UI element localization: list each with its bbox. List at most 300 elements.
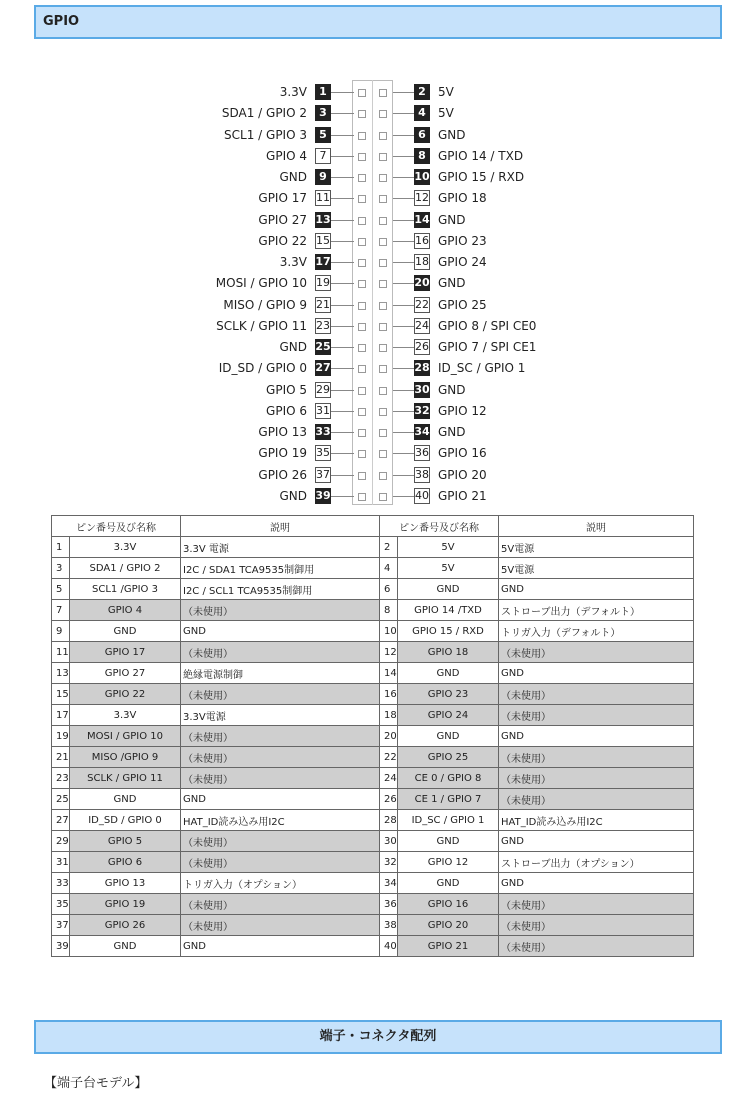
pin-row	[0, 82, 730, 103]
pin-lead-right	[393, 92, 414, 93]
pin-contact-right	[379, 472, 387, 480]
pin-number-cell: 35	[52, 894, 70, 915]
pin-contact-right	[379, 238, 387, 246]
pin-description-cell: I2C / SCL1 TCA9535制御用	[181, 579, 380, 600]
pin-description-cell: （未使用）	[499, 936, 694, 957]
pin-number-right: 12	[415, 191, 429, 205]
table-row	[52, 894, 694, 915]
pin-lead-right	[393, 220, 414, 221]
pin-number-cell: 27	[52, 810, 70, 831]
pin-number-left: 25	[315, 340, 331, 353]
pin-row	[0, 401, 730, 422]
pin-contact-right	[379, 110, 387, 118]
pin-lead-left	[331, 347, 354, 348]
pin-name-cell: GND	[70, 936, 181, 957]
pin-contact-left	[358, 238, 366, 246]
pin-contact-left	[358, 472, 366, 480]
pin-contact-right	[379, 280, 387, 288]
pin-description-cell: GND	[499, 873, 694, 894]
pin-contact-right	[379, 493, 387, 501]
pin-lead-right	[393, 135, 414, 136]
pin-lead-right	[393, 262, 414, 263]
pin-label-right: GPIO 20	[438, 467, 487, 482]
pin-lead-left	[331, 368, 354, 369]
pin-row	[0, 358, 730, 379]
pin-name-cell: 5V	[398, 537, 499, 558]
pin-number-left: 23	[316, 318, 330, 332]
pin-number-left: 9	[315, 169, 331, 185]
pin-name-cell: GPIO 27	[70, 663, 181, 684]
pin-number-cell: 6	[380, 579, 398, 600]
pin-name-cell: GPIO 15 / RXD	[398, 621, 499, 642]
pin-number-cell: 32	[380, 852, 398, 873]
col-header-description-left: 説明	[181, 516, 380, 537]
pin-label-left: SDA1 / GPIO 2	[221, 106, 307, 121]
pin-description-cell: 5V電源	[499, 558, 694, 579]
pin-lead-left	[331, 177, 354, 178]
pin-row	[0, 486, 730, 507]
pin-name-cell: GPIO 6	[70, 852, 181, 873]
pin-contact-left	[358, 217, 366, 225]
pin-lead-left	[331, 305, 354, 306]
pin-label-left: SCL1 / GPIO 3	[224, 127, 307, 142]
table-row	[52, 831, 694, 852]
pin-contact-left	[358, 89, 366, 97]
pin-description-cell: 3.3V 電源	[181, 537, 380, 558]
pin-number-cell: 24	[380, 768, 398, 789]
pin-description-cell: GND	[499, 831, 694, 852]
pin-description-cell: GND	[181, 621, 380, 642]
pin-name-cell: GND	[398, 831, 499, 852]
pin-number-cell: 29	[52, 831, 70, 852]
pin-row	[0, 103, 730, 124]
pin-number-cell: 18	[380, 705, 398, 726]
pin-name-cell: GPIO 19	[70, 894, 181, 915]
pin-number-cell: 15	[52, 684, 70, 705]
pin-row	[0, 337, 730, 358]
pin-row	[0, 210, 730, 231]
pin-name-cell: GPIO 26	[70, 915, 181, 936]
pin-number-cell: 8	[380, 600, 398, 621]
pin-lead-right	[393, 156, 414, 157]
pin-number-cell: 9	[52, 621, 70, 642]
pin-name-cell: GPIO 5	[70, 831, 181, 852]
table-row	[52, 579, 694, 600]
pin-label-right: GND	[438, 276, 466, 291]
pin-description-cell: HAT_ID読み込み用I2C	[499, 810, 694, 831]
pin-label-left: ID_SD / GPIO 0	[218, 361, 307, 376]
pin-description-cell: （未使用）	[499, 747, 694, 768]
pin-contact-left	[358, 174, 366, 182]
pin-description-cell: 5V電源	[499, 537, 694, 558]
pin-number-right: 34	[414, 425, 430, 438]
pin-lead-left	[331, 475, 354, 476]
pin-number-left: 39	[315, 488, 331, 502]
pin-name-cell: SDA1 / GPIO 2	[70, 558, 181, 579]
pin-row	[0, 231, 730, 252]
pin-description-cell: （未使用）	[499, 915, 694, 936]
col-header-description-right: 説明	[499, 516, 694, 537]
pin-name-cell: GPIO 22	[70, 684, 181, 705]
pin-contact-left	[358, 493, 366, 501]
pin-number-cell: 38	[380, 915, 398, 936]
pin-name-cell: GND	[398, 726, 499, 747]
pin-number-left: 7	[315, 148, 331, 164]
pin-number-cell: 14	[380, 663, 398, 684]
pin-description-cell: （未使用）	[181, 768, 380, 789]
pin-name-cell: MISO /GPIO 9	[70, 747, 181, 768]
pin-lead-left	[331, 390, 354, 391]
pin-number-cell: 20	[380, 726, 398, 747]
table-header-row	[52, 516, 694, 537]
pin-number-left: 11	[316, 191, 330, 205]
pin-lead-right	[393, 241, 414, 242]
table-row	[52, 705, 694, 726]
pin-description-cell: （未使用）	[499, 705, 694, 726]
pin-row	[0, 380, 730, 401]
pin-label-left: GPIO 5	[266, 382, 307, 397]
pin-contact-left	[358, 132, 366, 140]
pin-contact-right	[379, 195, 387, 203]
pin-number-left: 35	[316, 446, 330, 460]
pin-number-cell: 21	[52, 747, 70, 768]
pin-row	[0, 252, 730, 273]
table-row	[52, 852, 694, 873]
table-row	[52, 726, 694, 747]
pin-number-cell: 33	[52, 873, 70, 894]
pin-description-cell: GND	[499, 579, 694, 600]
pin-row	[0, 125, 730, 146]
pin-label-left: GPIO 19	[258, 446, 307, 461]
pin-name-cell: GND	[70, 621, 181, 642]
pin-number-right: 30	[414, 382, 430, 396]
pin-description-cell: （未使用）	[181, 831, 380, 852]
pin-label-left: GPIO 22	[258, 233, 307, 248]
pin-label-left: GPIO 6	[266, 403, 307, 418]
pin-number-left: 31	[316, 403, 330, 417]
pin-number-cell: 22	[380, 747, 398, 768]
table-row	[52, 873, 694, 894]
pin-lead-left	[331, 220, 354, 221]
pin-number-right: 24	[415, 318, 429, 332]
pin-assignment-table	[51, 515, 694, 957]
pin-number-left: 19	[316, 276, 330, 290]
table-row	[52, 915, 694, 936]
pin-lead-left	[331, 198, 354, 199]
pin-row	[0, 295, 730, 316]
pin-number-cell: 37	[52, 915, 70, 936]
pin-lead-right	[393, 390, 414, 391]
pin-lead-right	[393, 347, 414, 348]
pin-contact-right	[379, 429, 387, 437]
pin-number-left: 17	[315, 255, 331, 268]
pin-number-cell: 28	[380, 810, 398, 831]
pin-label-right: GPIO 21	[438, 488, 487, 503]
pin-description-cell: 3.3V電源	[181, 705, 380, 726]
pin-name-cell: GPIO 4	[70, 600, 181, 621]
pin-label-left: 3.3V	[279, 255, 307, 269]
pin-number-cell: 30	[380, 831, 398, 852]
pin-number-cell: 12	[380, 642, 398, 663]
pin-label-right: 5V	[438, 85, 454, 99]
pin-description-cell: ストローブ出力（オプション）	[499, 852, 694, 873]
pin-number-right: 22	[415, 297, 429, 311]
pin-number-right: 26	[415, 340, 429, 353]
pin-lead-left	[331, 241, 354, 242]
pin-name-cell: GPIO 18	[398, 642, 499, 663]
pin-label-right: GPIO 12	[438, 403, 487, 418]
pin-contact-left	[358, 429, 366, 437]
pin-label-right: GPIO 24	[438, 255, 487, 269]
pin-row	[0, 465, 730, 486]
pin-number-left: 33	[315, 425, 331, 438]
pin-lead-right	[393, 368, 414, 369]
pin-lead-right	[393, 177, 414, 178]
table-row	[52, 789, 694, 810]
pin-lead-left	[331, 156, 354, 157]
table-row	[52, 558, 694, 579]
pin-number-right: 40	[415, 488, 429, 502]
pin-name-cell: GPIO 21	[398, 936, 499, 957]
pin-number-left: 1	[315, 84, 331, 100]
pin-lead-right	[393, 283, 414, 284]
pin-number-right: 16	[415, 233, 429, 247]
pin-name-cell: ID_SC / GPIO 1	[398, 810, 499, 831]
pin-label-right: GND	[438, 212, 466, 227]
pin-row	[0, 273, 730, 294]
pin-description-cell: （未使用）	[181, 915, 380, 936]
pin-contact-left	[358, 195, 366, 203]
pin-description-cell: トリガ入力（デフォルト）	[499, 621, 694, 642]
pin-name-cell: GND	[70, 789, 181, 810]
pin-number-cell: 26	[380, 789, 398, 810]
pin-label-left: GPIO 17	[258, 191, 307, 206]
pin-number-left: 27	[315, 361, 331, 375]
pin-name-cell: MOSI / GPIO 10	[70, 726, 181, 747]
pin-number-right: 18	[415, 255, 429, 268]
pin-contact-right	[379, 365, 387, 373]
pin-label-right: GPIO 25	[438, 297, 487, 312]
pin-contact-right	[379, 323, 387, 331]
table-row	[52, 684, 694, 705]
pin-name-cell: GND	[398, 579, 499, 600]
table-row	[52, 663, 694, 684]
pin-number-cell: 40	[380, 936, 398, 957]
pin-number-right: 4	[414, 105, 430, 121]
pin-lead-left	[331, 113, 354, 114]
pin-label-right: GND	[438, 425, 466, 439]
pin-row	[0, 316, 730, 337]
pin-number-left: 15	[316, 233, 330, 247]
pin-label-left: GPIO 13	[258, 425, 307, 439]
pin-description-cell: GND	[499, 663, 694, 684]
pin-contact-right	[379, 174, 387, 182]
pin-number-right: 20	[414, 276, 430, 290]
pin-description-cell: HAT_ID読み込み用I2C	[181, 810, 380, 831]
pin-description-cell: GND	[499, 726, 694, 747]
pin-label-left: MOSI / GPIO 10	[215, 276, 307, 291]
pin-description-cell: （未使用）	[499, 894, 694, 915]
pin-number-left: 29	[316, 382, 330, 396]
pin-contact-left	[358, 365, 366, 373]
pin-number-right: 36	[415, 446, 429, 460]
pin-number-cell: 13	[52, 663, 70, 684]
pin-lead-left	[331, 92, 354, 93]
pin-label-left: MISO / GPIO 9	[223, 297, 307, 312]
pin-lead-left	[331, 411, 354, 412]
pin-name-cell: ID_SD / GPIO 0	[70, 810, 181, 831]
pin-number-cell: 39	[52, 936, 70, 957]
pin-label-left: GND	[279, 488, 307, 503]
pin-contact-left	[358, 408, 366, 416]
pin-number-right: 10	[414, 170, 430, 183]
pin-number-cell: 16	[380, 684, 398, 705]
pin-lead-right	[393, 305, 414, 306]
pin-name-cell: GPIO 23	[398, 684, 499, 705]
table-row	[52, 768, 694, 789]
pin-label-right: GPIO 18	[438, 191, 487, 206]
pin-name-cell: 3.3V	[70, 537, 181, 558]
pin-number-cell: 36	[380, 894, 398, 915]
pin-number-right: 8	[414, 148, 430, 164]
pin-contact-right	[379, 132, 387, 140]
pin-description-cell: （未使用）	[181, 642, 380, 663]
pin-name-cell: GPIO 25	[398, 747, 499, 768]
pin-contact-right	[379, 450, 387, 458]
pin-description-cell: （未使用）	[181, 747, 380, 768]
pin-lead-left	[331, 283, 354, 284]
pin-description-cell: ストローブ出力（デフォルト）	[499, 600, 694, 621]
terminal-block-model-heading: 【端子台モデル】	[44, 1076, 148, 1091]
table-row	[52, 810, 694, 831]
table-row	[52, 642, 694, 663]
pin-label-left: GPIO 4	[266, 148, 307, 163]
pin-label-left: GPIO 27	[258, 212, 307, 227]
pin-name-cell: CE 1 / GPIO 7	[398, 789, 499, 810]
pin-label-right: 5V	[438, 106, 454, 121]
pin-description-cell: （未使用）	[181, 600, 380, 621]
pin-label-right: GPIO 8 / SPI CE0	[438, 318, 537, 333]
pin-name-cell: GPIO 24	[398, 705, 499, 726]
pin-contact-right	[379, 387, 387, 395]
pin-lead-left	[331, 135, 354, 136]
pin-lead-right	[393, 453, 414, 454]
pin-lead-left	[331, 262, 354, 263]
pin-label-right: GND	[438, 382, 466, 397]
pin-name-cell: 3.3V	[70, 705, 181, 726]
pin-contact-right	[379, 153, 387, 161]
pin-contact-left	[358, 387, 366, 395]
pin-contact-left	[358, 110, 366, 118]
pin-row	[0, 146, 730, 167]
pin-lead-right	[393, 326, 414, 327]
pin-number-cell: 2	[380, 537, 398, 558]
pin-description-cell: 絶縁電源制御	[181, 663, 380, 684]
pin-label-left: SCLK / GPIO 11	[216, 318, 307, 333]
pin-number-cell: 5	[52, 579, 70, 600]
pin-label-left: GPIO 26	[258, 467, 307, 482]
pin-number-cell: 19	[52, 726, 70, 747]
pin-name-cell: GND	[398, 873, 499, 894]
pin-name-cell: GPIO 12	[398, 852, 499, 873]
pin-name-cell: GPIO 13	[70, 873, 181, 894]
pin-number-right: 32	[414, 403, 430, 417]
pin-lead-right	[393, 411, 414, 412]
pin-lead-left	[331, 496, 354, 497]
table-row	[52, 747, 694, 768]
pin-name-cell: SCLK / GPIO 11	[70, 768, 181, 789]
pin-number-left: 21	[316, 297, 330, 311]
pin-lead-right	[393, 113, 414, 114]
pin-label-right: GND	[438, 127, 466, 142]
pin-contact-left	[358, 344, 366, 352]
pin-contact-right	[379, 217, 387, 225]
pin-number-cell: 34	[380, 873, 398, 894]
pin-description-cell: （未使用）	[499, 642, 694, 663]
pin-lead-right	[393, 432, 414, 433]
pin-name-cell: GPIO 16	[398, 894, 499, 915]
pin-lead-right	[393, 198, 414, 199]
pin-number-cell: 25	[52, 789, 70, 810]
pin-lead-right	[393, 496, 414, 497]
pin-name-cell: SCL1 /GPIO 3	[70, 579, 181, 600]
pin-description-cell: （未使用）	[181, 726, 380, 747]
pin-number-cell: 10	[380, 621, 398, 642]
pin-name-cell: GPIO 20	[398, 915, 499, 936]
pin-contact-left	[358, 259, 366, 267]
pin-name-cell: GND	[398, 663, 499, 684]
gpio-pin-diagram	[0, 80, 730, 505]
pin-name-cell: CE 0 / GPIO 8	[398, 768, 499, 789]
pin-label-right: GPIO 15 / RXD	[438, 170, 525, 184]
pin-lead-right	[393, 475, 414, 476]
pin-number-left: 5	[315, 127, 331, 143]
pin-contact-right	[379, 302, 387, 310]
pin-row	[0, 443, 730, 464]
pin-label-left: GND	[279, 170, 307, 184]
pin-number-cell: 31	[52, 852, 70, 873]
pin-lead-left	[331, 453, 354, 454]
pin-description-cell: （未使用）	[499, 789, 694, 810]
pin-number-cell: 4	[380, 558, 398, 579]
table-row	[52, 936, 694, 957]
table-row	[52, 621, 694, 642]
pin-number-left: 37	[316, 467, 330, 481]
pin-row	[0, 188, 730, 209]
pin-lead-left	[331, 432, 354, 433]
col-header-pin-name-left: ピン番号及び名称	[52, 516, 181, 537]
pin-number-cell: 3	[52, 558, 70, 579]
pin-label-right: GPIO 16	[438, 446, 487, 461]
pin-row	[0, 422, 730, 443]
pin-label-right: ID_SC / GPIO 1	[438, 361, 526, 376]
pin-description-cell: （未使用）	[181, 852, 380, 873]
pin-contact-left	[358, 302, 366, 310]
pin-contact-right	[379, 259, 387, 267]
pin-contact-right	[379, 344, 387, 352]
pin-lead-left	[331, 326, 354, 327]
pin-name-cell: 5V	[398, 558, 499, 579]
pin-number-right: 14	[414, 212, 430, 226]
col-header-pin-name-right: ピン番号及び名称	[380, 516, 499, 537]
pin-name-cell: GPIO 17	[70, 642, 181, 663]
pin-description-cell: I2C / SDA1 TCA9535制御用	[181, 558, 380, 579]
pin-number-cell: 7	[52, 600, 70, 621]
connector-section-header: 端子・コネクタ配列	[34, 1020, 722, 1054]
pin-description-cell: トリガ入力（オプション）	[181, 873, 380, 894]
pin-number-right: 38	[415, 467, 429, 481]
pin-label-left: GND	[279, 340, 307, 354]
